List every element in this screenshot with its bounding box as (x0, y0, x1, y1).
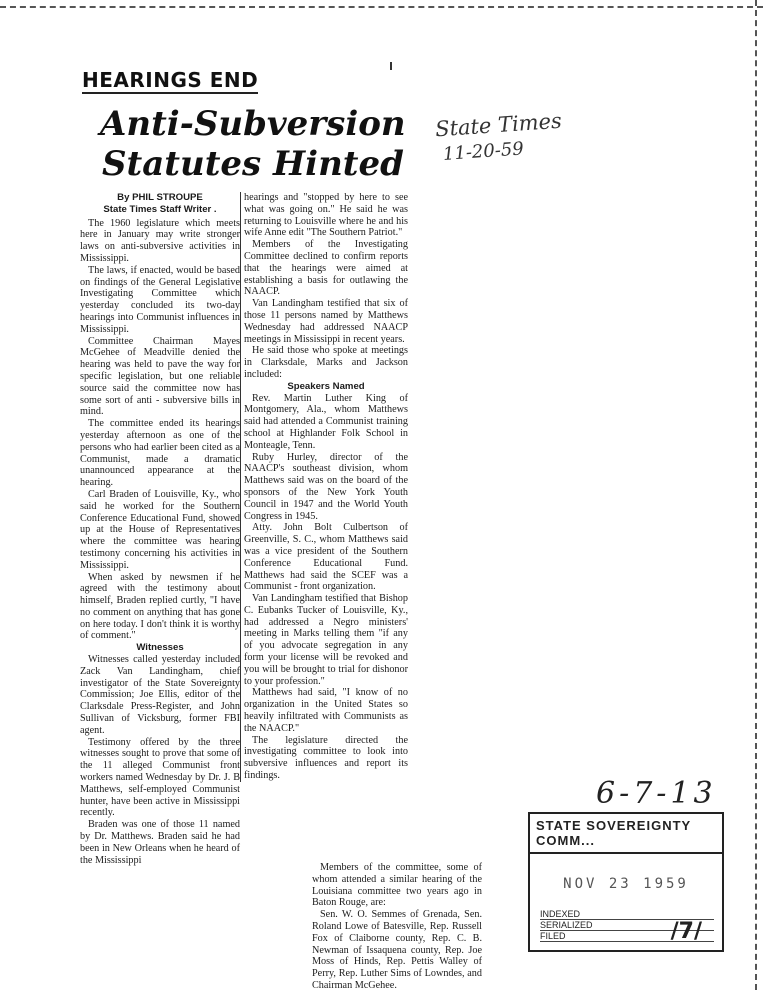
archive-stamp (528, 812, 724, 952)
paragraph: Members of the Investigating Committee declined to confirm reports that the hearings were aimed at establishing a basis for outlawing the NAACP. (244, 239, 408, 298)
paragraph: When asked by newsmen if he agreed with the testimony about himself, Braden replied curtly, "I have no comment on anything that has gone on here today. I don't think it is worthy of comment." (80, 571, 240, 642)
stamp-field-filed: FILED (540, 931, 714, 942)
paragraph: The laws, if enacted, would be based on findings of the General Legislative Investigating Committee which yesterday concluded its two-day hearings into Communist influences in Mississippi. (80, 264, 240, 335)
paragraph: He said those who spoke at meetings in Clarksdale, Marks and Jackson included: (244, 345, 408, 380)
paragraph: Atty. John Bolt Culbertson of Greenville, S. C., whom Matthews said was a vice president of the Southern Conference Educational Fund. Matthews had said the SCEF was a Communist - front organization. (244, 522, 408, 593)
handwritten-date: 11-20-59 (442, 138, 525, 165)
paragraph: Committee Chairman Mayes McGehee of Meadville denied the hearing was held to pave the way for specific legislation, but one reliable source said the committee now has some sort of anti - subversive bills in mind. (80, 335, 240, 418)
subhead-speakers: Speakers Named (287, 380, 365, 392)
byline-author: By PHIL STROUPE (117, 192, 203, 203)
byline (80, 192, 240, 216)
byline-role: State Times Staff Writer . (103, 203, 217, 215)
paragraph: The 1960 legislature which meets here in January may write stronger laws on anti-subversive activities in Mississippi. (80, 217, 240, 264)
headline (100, 104, 420, 184)
newspaper-clipping (72, 62, 482, 991)
stamp-field-serialized: SERIALIZED (540, 920, 714, 931)
headline-line-1: Anti-Subversion (100, 104, 406, 144)
stamp-field-indexed: INDEXED (540, 909, 714, 920)
scan-edge-top (0, 0, 763, 8)
article-column-right (240, 192, 408, 782)
paragraph: Ruby Hurley, director of the NAACP's southeast division, whom Matthews said was on the board of the sponsors of the New York Youth Council in 1947 and the World Youth Congress in 1945. (244, 451, 408, 522)
paragraph: Sen. W. O. Semmes of Grenada, Sen. Roland Lowe of Batesville, Rep. Russell Fox of Claiborne county, Rep. C. B. Newman of Issaquena county, Rep. Joe Moss of Hinds, Rep. Pettis Walley of Perry, Rep. Luther Sims of Lowndes, and Chairman McGehee. (312, 909, 482, 991)
handwritten-source: State Times (434, 108, 563, 142)
paragraph: Van Landingham testified that six of those 11 persons named by Matthews Wednesday had addressed NAACP meetings in Mississippi in recent years. (244, 298, 408, 345)
handwritten-file-number: 6-7-13 (596, 776, 717, 811)
paragraph: The committee ended its hearings yesterday afternoon as one of the persons who had earlier been cited as a Communist, made a dramatic unannounced appearance at the hearing. (80, 418, 240, 489)
paragraph: hearings and "stopped by here to see what was going on." He said he was returning to Louisville where he and his wife Anne edit "The Southern Patriot." (244, 192, 408, 239)
headline-line-2: Statutes Hinted (102, 144, 404, 184)
paragraph: Witnesses called yesterday included Zack Van Landingham, chief investigator of the State Sovereignty Commission; Joe Ellis, editor of the Clarksdale Press-Register, and John Sullivan of Vicksburg, former FBI agent. (80, 654, 240, 736)
stamp-title: STATE SOVEREIGNTY COMM... (530, 814, 722, 854)
article-continuation (312, 862, 482, 992)
paragraph: Braden was one of those 11 named by Dr. Matthews. Braden said he had been in New Orleans when he heard of the Mississippi (80, 819, 240, 866)
paragraph: Van Landingham testified that Bishop C. Eubanks Tucker of Louisville, Ky., had addressed a Negro ministers' meeting in Marks telling them "if any of you advocate segregation in any form your license will be revoked and you will be brought to trial for dishonor to your profession." (244, 593, 408, 687)
kicker-heading: HEARINGS END (82, 68, 259, 92)
stamp-date: NOV 23 1959 (563, 876, 689, 892)
stamp-check-mark: /7/ (670, 919, 702, 944)
paragraph: Rev. Martin Luther King of Montgomery, Ala., whom Matthews said had attended a Communist training school at Highlander Folk School in Monteagle, Tenn. (244, 392, 408, 451)
subhead-witnesses: Witnesses (136, 642, 184, 654)
article-column-left (80, 192, 240, 866)
paragraph: Testimony offered by the three witnesses sought to prove that some of the 11 alleged Communist front workers named Wednesday by Dr. J. B Matthews, self-employed Communist hunter, have been active in Mississippi recently. (80, 736, 240, 819)
scan-edge-right (755, 0, 763, 990)
paragraph: Carl Braden of Louisville, Ky., who said he worked for the Southern Conference Educational Fund, showed up at the House of Representatives where the committee was hearing testimony concerning his activities in Mississippi. (80, 488, 240, 571)
handwritten-source-note (434, 108, 564, 169)
paragraph: The legislature directed the investigating committee to look into subversive influences and report its findings. (244, 734, 408, 782)
paragraph: Matthews had said, "I know of no organization in the United States so heavily infiltrated with Communists as the NAACP." (244, 687, 408, 734)
paragraph: Members of the committee, some of whom attended a similar hearing of the Louisiana committee two years ago in Baton Rouge, are: (312, 862, 482, 909)
